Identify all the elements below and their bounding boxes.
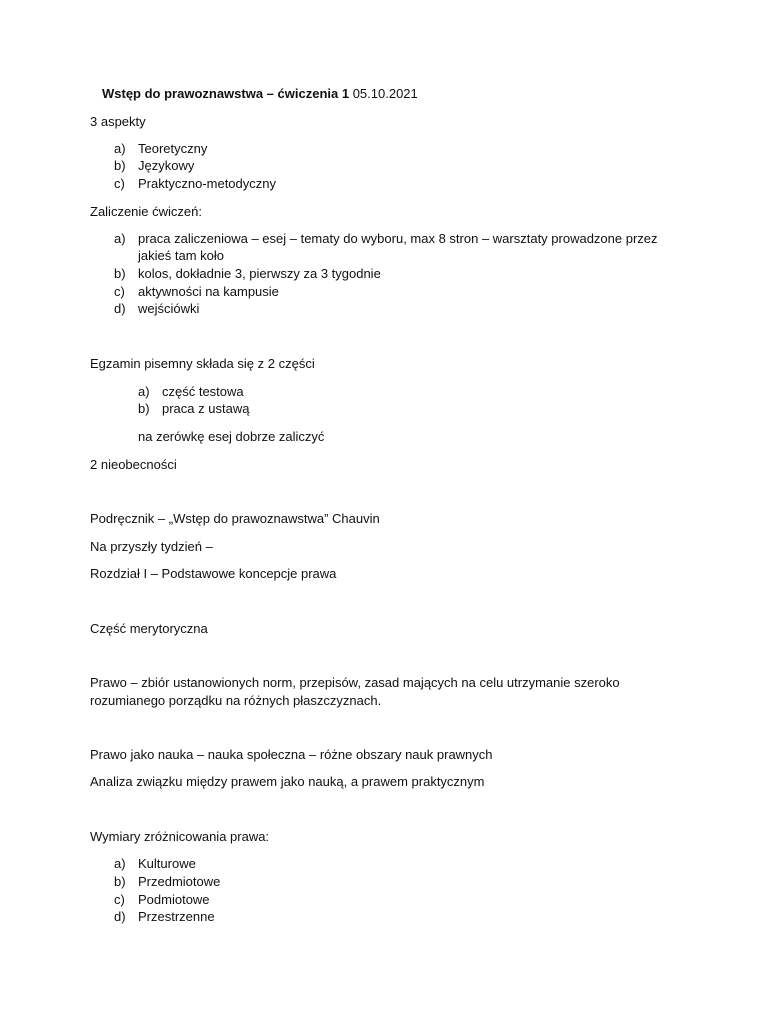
list-marker: d) (114, 301, 126, 316)
title-bold: Wstęp do prawoznawstwa – ćwiczenia 1 (102, 86, 350, 101)
list-text: praca z ustawą (162, 401, 250, 416)
law-definition-line2: rozumianego porządku na różnych płaszczyznach. (90, 693, 382, 708)
title-date: 05.10.2021 (349, 86, 418, 101)
list-marker: a) (114, 231, 126, 246)
list-marker: b) (114, 158, 126, 173)
list-text: część testowa (162, 384, 244, 399)
aspects-heading: 3 aspekty (90, 114, 146, 129)
list-marker: a) (114, 141, 126, 156)
list-marker: c) (114, 284, 125, 299)
law-science-text: Prawo jako nauka – nauka społeczna – różne obszary nauk prawnych (90, 747, 493, 762)
dimensions-heading: Wymiary zróżnicowania prawa: (90, 829, 270, 844)
list-text: Językowy (138, 158, 195, 173)
law-definition-line1: Prawo – zbiór ustanowionych norm, przepisów, zasad mających na celu utrzymanie szeroko (90, 675, 620, 690)
list-marker: c) (114, 892, 125, 907)
list-text: Kulturowe (138, 856, 196, 871)
list-text: Teoretyczny (138, 141, 208, 156)
list-marker: b) (114, 874, 126, 889)
absences-text: 2 nieobecności (90, 457, 177, 472)
list-text: Przedmiotowe (138, 874, 221, 889)
exam-note: na zerówkę esej dobrze zaliczyć (138, 429, 325, 444)
list-text: kolos, dokładnie 3, pierwszy za 3 tygodnie (138, 266, 381, 281)
list-marker: b) (138, 401, 150, 416)
analysis-text: Analiza związku między prawem jako nauką, a prawem praktycznym (90, 774, 485, 789)
list-marker: d) (114, 909, 126, 924)
list-marker: b) (114, 266, 126, 281)
credit-heading: Zaliczenie ćwiczeń: (90, 204, 202, 219)
document-title (102, 85, 418, 103)
substantive-heading: Część merytoryczna (90, 621, 208, 636)
list-text: Przestrzenne (138, 909, 215, 924)
chapter-text: Rozdział I – Podstawowe koncepcje prawa (90, 566, 337, 581)
textbook-text: Podręcznik – „Wstęp do prawoznawstwa” Chauvin (90, 511, 380, 526)
list-text: aktywności na kampusie (138, 284, 279, 299)
next-week-text: Na przyszły tydzień – (90, 539, 213, 554)
list-marker: a) (138, 384, 150, 399)
list-marker: c) (114, 176, 125, 191)
list-text: jakieś tam koło (138, 248, 224, 263)
exam-heading: Egzamin pisemny składa się z 2 części (90, 356, 315, 371)
list-marker: a) (114, 856, 126, 871)
list-text: praca zaliczeniowa – esej – tematy do wyboru, max 8 stron – warsztaty prowadzone przez (138, 231, 658, 246)
list-text: Podmiotowe (138, 892, 210, 907)
list-text: wejściówki (138, 301, 200, 316)
list-text: Praktyczno-metodyczny (138, 176, 276, 191)
